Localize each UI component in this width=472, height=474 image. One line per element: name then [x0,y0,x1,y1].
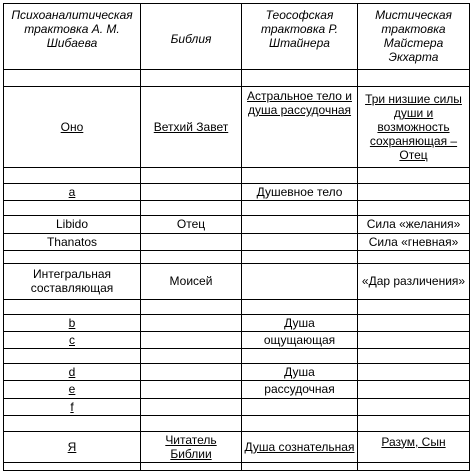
cell-e: e [4,381,141,398]
cell-astral-body: Астральное тело и душа рассудочная [242,87,358,168]
cell-moses: Моисей [141,263,242,299]
cell-soul-2: Душа [242,364,358,381]
cell-oho: Оно [4,87,141,168]
table-row [4,87,470,168]
table-row [4,250,470,263]
cell-sentient: ощущающая [242,332,358,349]
cell-reason-son: Разум, Сын [358,431,470,462]
header-psychoanalytic: Психоаналитическая трактовка А. М. Шибаева [4,4,141,70]
table-row [4,300,470,315]
table-row [4,233,470,250]
table-row [4,200,470,215]
cell-integral: Интегральная составляющая [4,263,141,299]
cell-b: b [4,315,141,332]
cell-d: d [4,364,141,381]
cell-father: Отец [141,215,242,233]
table-row [4,398,470,415]
cell-three-forces: Три низшие силы души и возможность сохраняющая – Отец [358,87,470,168]
table-row [4,183,470,200]
cell-thanatos: Thanatos [4,233,141,250]
table-row [4,168,470,183]
table-row [4,431,470,462]
table-row [4,215,470,233]
table-row [4,315,470,332]
cell-gift-discernment: «Дар различения» [358,263,470,299]
cell-ya: Я [4,431,141,462]
table-row [4,381,470,398]
header-mystic: Мистическая трактовка Майстера Экхарта [358,4,470,70]
table-row [4,349,470,364]
cell-rational: рассудочная [242,381,358,398]
cell-reader: Читатель Библии [141,431,242,462]
cell-a: a [4,183,141,200]
cell-c: c [4,332,141,349]
cell-force-anger: Сила «гневная» [358,233,470,250]
cell-old-testament: Ветхий Завет [141,87,242,168]
cell-f: f [4,398,141,415]
header-bible: Библия [141,4,242,70]
cell-soul-body: Душевное тело [242,183,358,200]
cell-conscious-soul: Душа сознательная [242,431,358,462]
comparison-table [3,3,470,471]
header-row [4,4,470,70]
table-row [4,462,470,470]
cell-force-desire: Сила «желания» [358,215,470,233]
table-row [4,415,470,431]
table-row [4,70,470,87]
table-row [4,332,470,349]
header-theosophic: Теософская трактовка Р. Штайнера [242,4,358,70]
cell-soul-1: Душа [242,315,358,332]
table-row [4,364,470,381]
cell-libido: Libido [4,215,141,233]
table-row [4,263,470,299]
